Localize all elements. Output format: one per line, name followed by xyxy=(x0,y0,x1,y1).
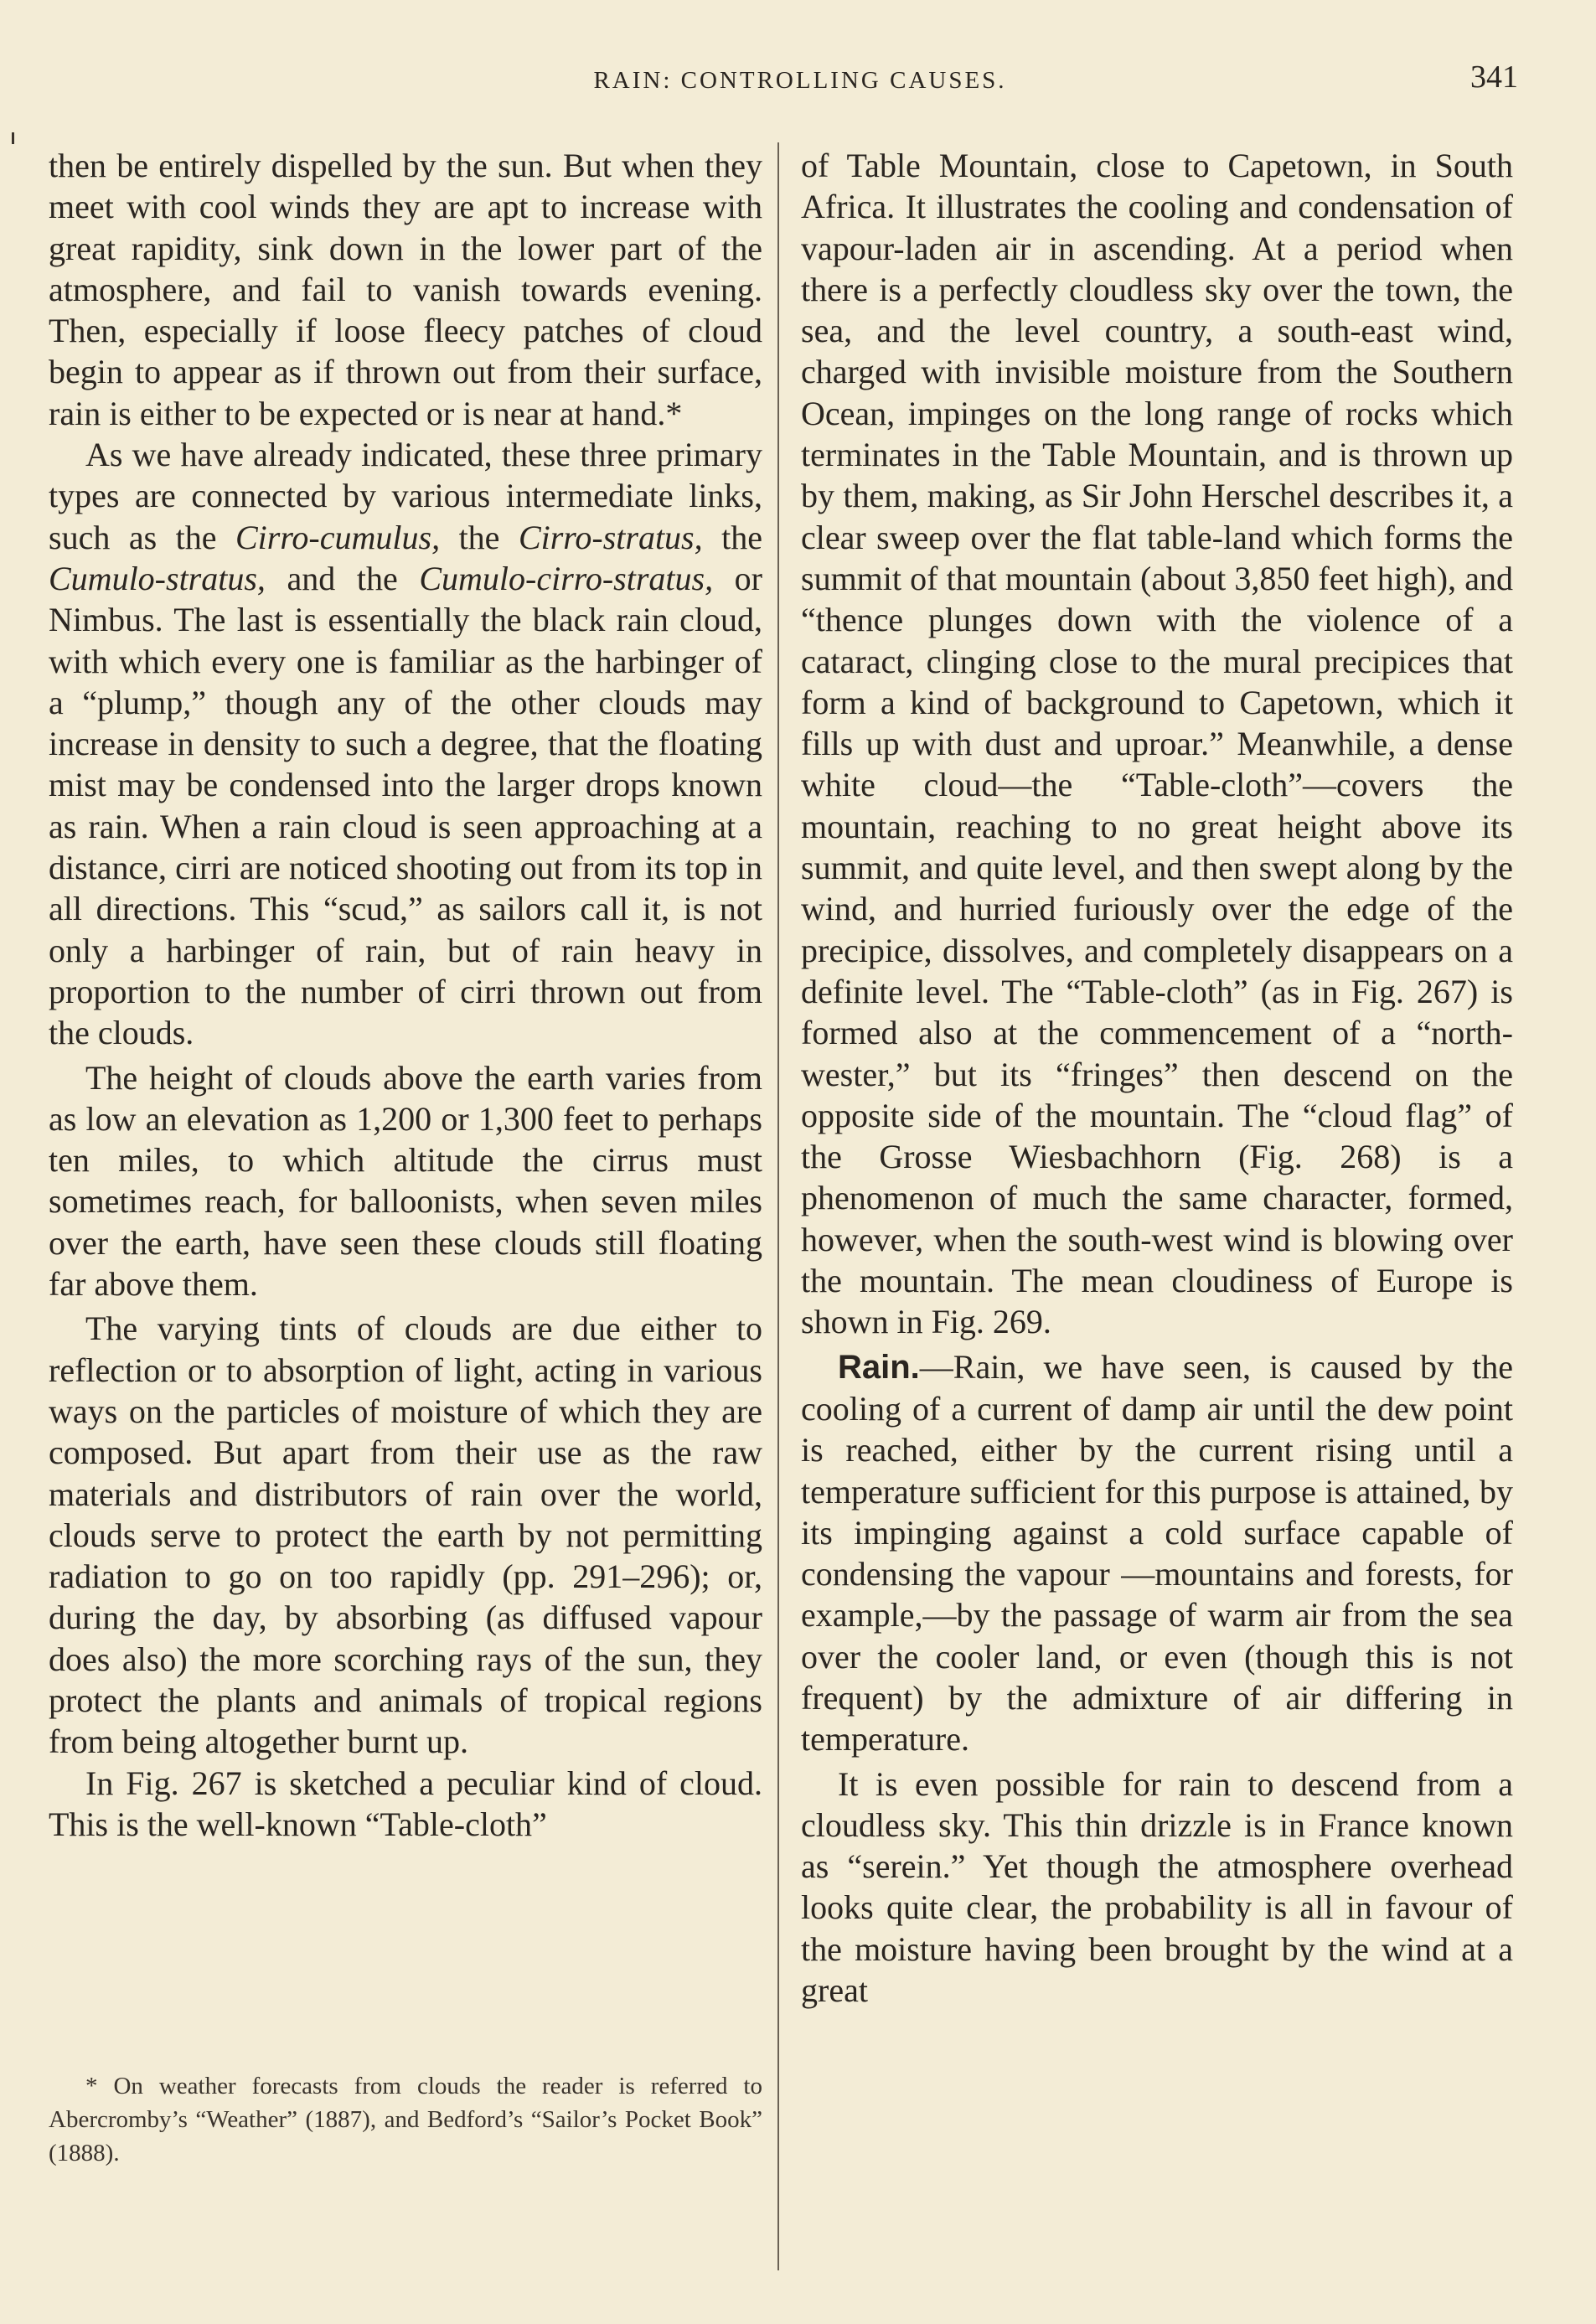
footnote: * On weather forecasts from clouds the reader is referred to Abercromby’s “Weather” (1887), and Bedford’s “Sailor’s Pocket Book” (1888). xyxy=(49,2073,762,2166)
page-number: 341 xyxy=(1470,59,1518,95)
left-column xyxy=(49,145,762,1845)
paragraph: In Fig. 267 is sketched a peculiar kind of cloud. This is the well-known “Table-cloth” xyxy=(49,1764,762,1843)
paragraph: then be entirely dispelled by the sun. But when they meet with cool winds they are apt to increase with great rapidity, sink down in the lower part of the atmosphere, and fail to vanish towards evening. Then, especially if loose fleecy patches of cloud begin to appear as if thrown out from their surface, rain is either to be expected or is near at hand.* xyxy=(49,147,762,432)
cloud-term: Cumulo-stratus, xyxy=(49,559,266,597)
section-heading: Rain. xyxy=(838,1348,920,1386)
column-divider xyxy=(777,142,779,2270)
cloud-term: Cirro-cumulus, xyxy=(235,518,441,556)
cloud-term: Cumulo-cirro-stratus, xyxy=(419,559,714,597)
page-header xyxy=(0,59,1596,109)
paragraph: The varying tints of clouds are due either to reflection or to absorption of light, acting in various ways on the particles of moisture of which they are composed. But apart from their use as the raw materials and distributors of rain over the world, clouds serve to protect the earth by not permitting radiation to go on too rapidly (pp. 291–296); or, during the day, by absorbing (as diffused vapour does also) the more scorching rays of the sun, they protect the plants and animals of tropical regions from being altogether burnt up. xyxy=(49,1309,762,1761)
paragraph: As we have already indicated, these three primary types are connected by various intermediate links, such as the Cirro-cumulus, the Cirro-stratus, the Cumulo-stratus, and the Cumulo-cirro-stratus, or Nimbus. The last is essentially the black rain cloud, with which every one is familiar as the harbinger of a “plump,” though any of the other clouds may increase in density to such a degree, that the floating mist may be condensed into the larger drops known as rain. When a rain cloud is seen approaching at a distance, cirri are noticed shooting out from its top in all directions. This “scud,” as sailors call it, is not only a harbinger of rain, but of rain heavy in proportion to the number of cirri thrown out from the clouds. xyxy=(49,436,762,1052)
paragraph: Rain.—Rain, we have seen, is caused by the cooling of a current of damp air until the dew point is reached, either by the current rising until a temperature sufficient for this purpose is attained, by its impinging against a cold surface capable of condensing the vapour —mountains and forests, for example,—by the passage of warm air from the sea over the cooler land, or even (though this is not frequent) by the admixture of air differing in temperature. xyxy=(801,1347,1513,1758)
running-head: RAIN: CONTROLLING CAUSES. xyxy=(593,67,1007,94)
margin-mark xyxy=(12,132,14,144)
paragraph: The height of clouds above the earth varies from as low an elevation as 1,200 or 1,300 feet to perhaps ten miles, to which altitude the cirrus must sometimes reach, for balloonists, when seven miles over the earth, have seen these clouds still floating far above them. xyxy=(49,1058,762,1304)
cloud-term: Cirro-stratus, xyxy=(518,518,703,556)
right-column xyxy=(801,145,1513,2011)
paragraph: It is even possible for rain to descend from a cloudless sky. This thin drizzle is in France known as “serein.” Yet though the atmosphere overhead looks quite clear, the probability is all in favour of the moisture having been brought by the wind at a great xyxy=(801,1764,1513,2010)
paragraph: of Table Mountain, close to Capetown, in South Africa. It illustrates the cooling and condensation of vapour-laden air in ascending. At a period when there is a perfectly cloudless sky over the town, the sea, and the level country, a south-east wind, charged with invisible moisture from the Southern Ocean, impinges on the long range of rocks which terminates in the Table Mountain, and is thrown up by them, making, as Sir John Herschel describes it, a clear sweep over the flat table-land which forms the summit of that mountain (about 3,850 feet high), and “thence plunges down with the violence of a cataract, clinging close to the mural precipices that form a kind of background to Capetown, which it fills up with dust and uproar.” Meanwhile, a dense white cloud—the “Table-cloth”—covers the mountain, reaching to no great height above its summit, and quite level, and then swept along by the wind, and hurried furiously over the edge of the precipice, dissolves, and completely disappears on a definite level. The “Table-cloth” (as in Fig. 267) is formed also at the commencement of a “north-wester,” but its “fringes” then descend on the opposite side of the mountain. The “cloud flag” of the Grosse Wiesbachhorn (Fig. 268) is a phenomenon of much the same character, formed, however, when the south-west wind is blowing over the mountain. The mean cloudiness of Europe is shown in Fig. 269. xyxy=(801,147,1513,1341)
